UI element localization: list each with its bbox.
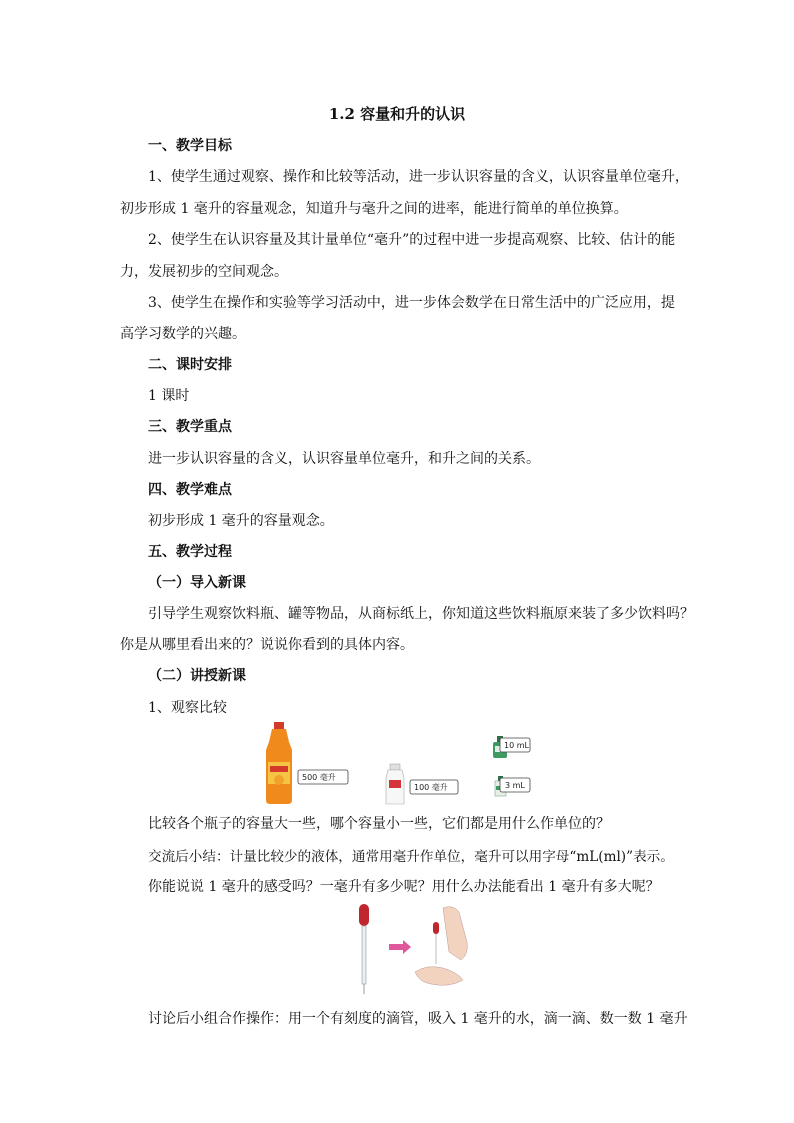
intro-line2: 你是从哪里看出来的？说说你看到的具体内容。 <box>120 637 414 653</box>
discussion-text: 讨论后小组合作操作：用一个有刻度的滴管，吸入 1 毫升的水，滴一滴、数一数 1 毫升 <box>148 1011 688 1027</box>
label-3ml-text: 3 mL <box>505 781 525 790</box>
label-10ml-text: 10 mL <box>504 741 529 750</box>
hand-with-dropper-icon <box>415 907 467 986</box>
milk-bottle-icon <box>386 764 404 804</box>
subheading-intro: （一）导入新课 <box>148 575 246 591</box>
juice-bottle-icon <box>266 722 292 804</box>
section-heading-difficulties: 四、教学难点 <box>148 482 232 498</box>
label-100-text: 100 毫升 <box>414 783 448 792</box>
key-points-text: 进一步认识容量的含义，认识容量单位毫升，和升之间的关系。 <box>148 451 540 467</box>
intro-line1: 引导学生观察饮料瓶、罐等物品，从商标纸上，你知道这些饮料瓶原来装了多少饮料吗？ <box>148 606 694 622</box>
schedule-text: 1 课时 <box>148 388 190 404</box>
subheading-new-lesson: （二）讲授新课 <box>148 668 246 684</box>
section-heading-schedule: 二、课时安排 <box>148 357 232 373</box>
objective-3-line1: 3、使学生在操作和实验等学习活动中，进一步体会数学在日常生活中的广泛应用，提 <box>148 295 675 311</box>
page-title: 1.2 容量和升的认识 <box>328 105 466 123</box>
objective-1-line1: 1、使学生通过观察、操作和比较等活动，进一步认识容量的含义，认识容量单位毫升， <box>148 169 689 185</box>
feeling-question: 你能说说 1 毫升的感受吗？一毫升有多少呢？用什么办法能看出 1 毫升有多大呢？ <box>148 879 660 895</box>
difficulties-text: 初步形成 1 毫升的容量观念。 <box>148 513 334 529</box>
summary-text: 交流后小结：计量比较少的液体，通常用毫升作单位，毫升可以用字母“mL(ml)”表示。 <box>148 849 674 865</box>
bottles-figure <box>262 720 532 810</box>
label-500-text: 500 毫升 <box>302 773 336 782</box>
compare-question: 比较各个瓶子的容量大一些，哪个容量小一些，它们都是用什么作单位的？ <box>148 816 610 832</box>
step-observe-compare: 1、观察比较 <box>148 700 227 716</box>
objective-2-line2: 力，发展初步的空间观念。 <box>120 264 288 280</box>
objective-3-line2: 高学习数学的兴趣。 <box>120 326 246 342</box>
section-heading-objectives: 一、教学目标 <box>148 138 232 154</box>
objective-1-line2: 初步形成 1 毫升的容量观念，知道升与毫升之间的进率，能进行简单的单位换算。 <box>120 201 628 217</box>
arrow-right-icon <box>389 940 411 954</box>
objective-2-line1: 2、使学生在认识容量及其计量单位“毫升”的过程中进一步提高观察、比较、估计的能 <box>148 232 676 248</box>
dropper-figure <box>345 902 480 997</box>
section-heading-key-points: 三、教学重点 <box>148 419 232 435</box>
dropper-icon <box>359 904 369 994</box>
section-heading-process: 五、教学过程 <box>148 544 232 560</box>
